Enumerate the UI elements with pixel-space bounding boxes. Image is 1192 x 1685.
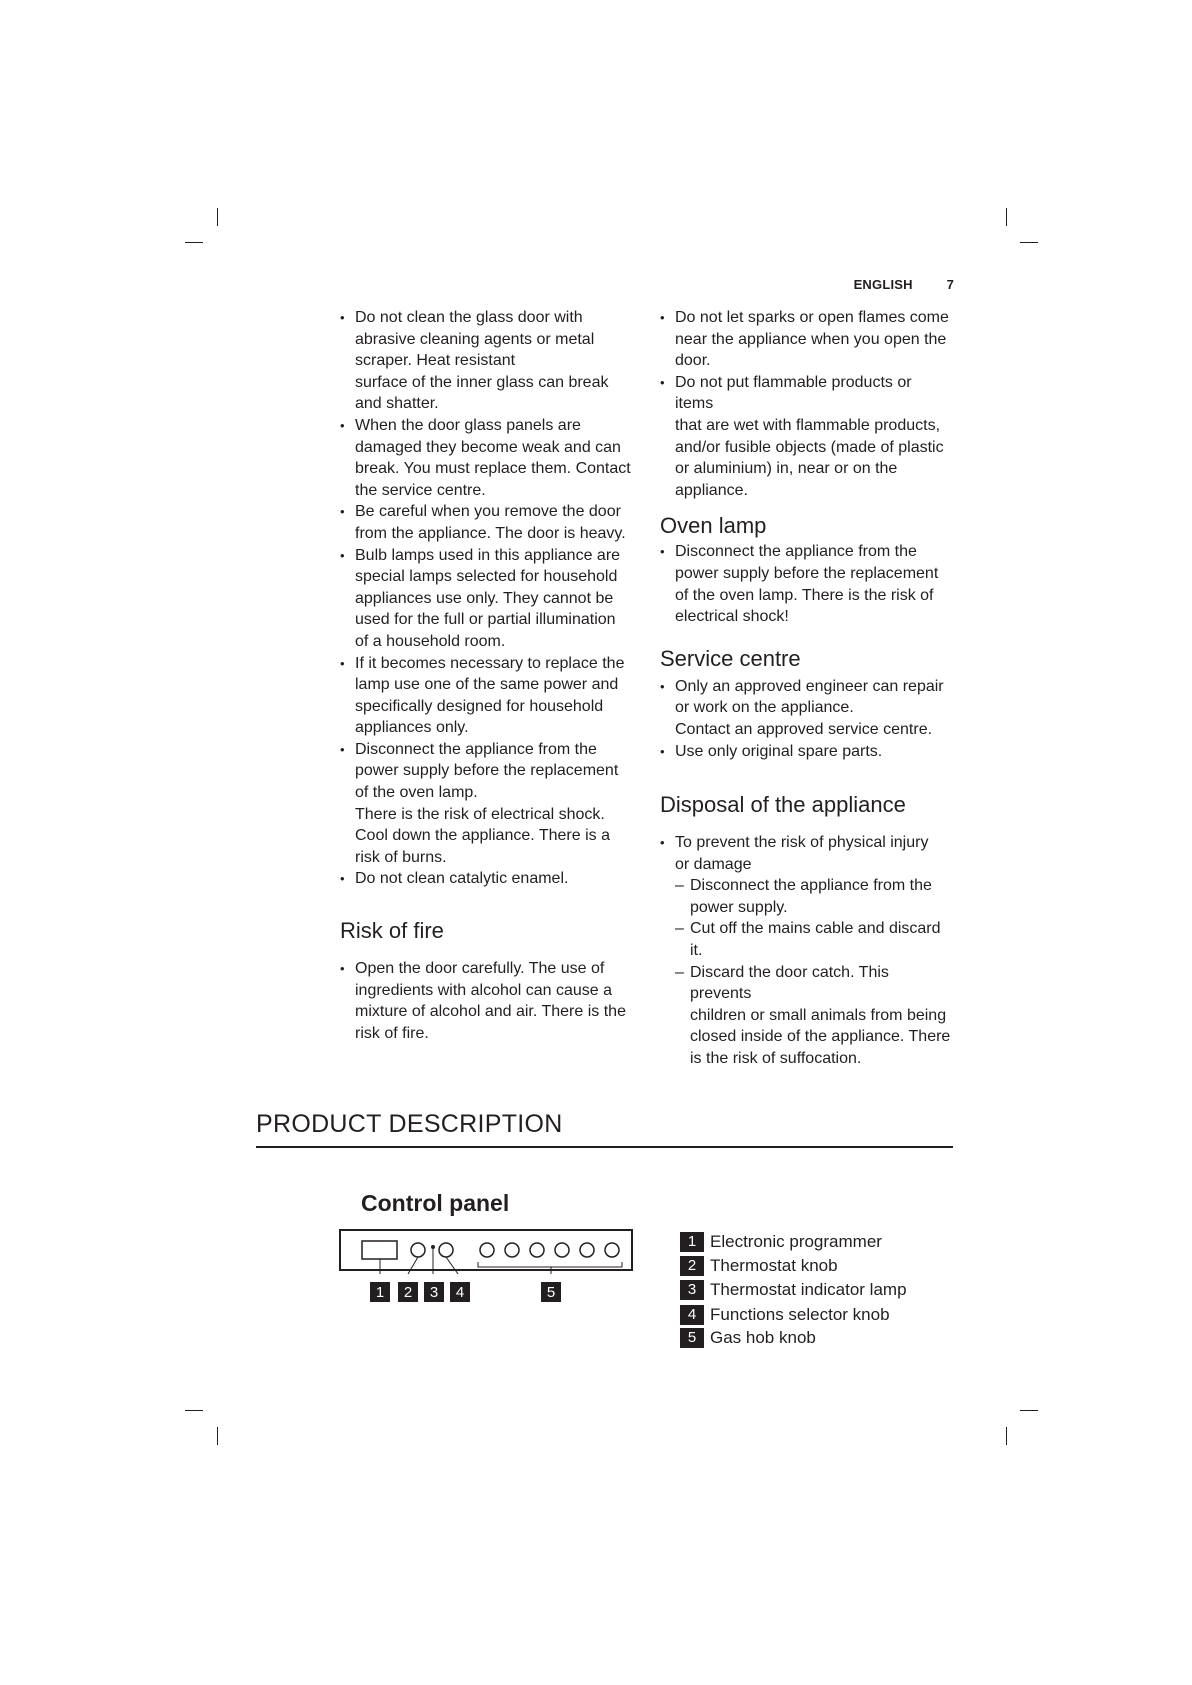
- right-column: [660, 307, 954, 1070]
- text-line: children or small animals from being: [690, 1006, 947, 1024]
- text-line: it.: [690, 942, 703, 960]
- legend-item: [680, 1256, 838, 1276]
- list-item: [340, 653, 632, 739]
- text-line: power supply before the replacement: [675, 564, 939, 582]
- oven-lamp-bullets: [660, 541, 954, 627]
- text-line: or work on the appliance.: [675, 699, 854, 717]
- risk-of-fire-bullets: [340, 958, 632, 1044]
- control-panel-title: Control panel: [361, 1190, 510, 1216]
- hob-knob-icon: [505, 1243, 519, 1257]
- legend-label: Gas hob knob: [710, 1328, 816, 1347]
- text-line: abrasive cleaning agents or metal: [355, 330, 595, 348]
- disposal-dash-list: [675, 875, 954, 1069]
- text-line: of the oven lamp. There is the risk of: [675, 586, 934, 604]
- hob-knob-icon: [480, 1243, 494, 1257]
- legend-number: 5: [680, 1328, 704, 1348]
- text-line: of a household room.: [355, 632, 506, 650]
- oven-lamp-heading: Oven lamp: [660, 513, 767, 539]
- page-header: [854, 277, 954, 292]
- list-item: [660, 832, 954, 1070]
- language-label: ENGLISH: [853, 277, 913, 292]
- list-item: [660, 307, 954, 372]
- text-line: power supply before the replacement: [355, 762, 619, 780]
- legend-number: 1: [680, 1232, 704, 1252]
- text-line: appliances use only. They cannot be: [355, 589, 614, 607]
- crop-mark: [217, 1427, 218, 1445]
- legend-number: 4: [680, 1305, 704, 1325]
- legend-item: [680, 1280, 907, 1300]
- safety-bullets: [340, 307, 632, 890]
- text-line: • Be careful when you remove the door: [355, 503, 621, 521]
- text-line: and/or fusible objects (made of plastic: [675, 438, 944, 456]
- text-line: Cool down the appliance. There is a: [355, 827, 610, 845]
- text-line: of the oven lamp.: [355, 784, 478, 802]
- legend-number: 2: [680, 1256, 704, 1276]
- callout-number: 4: [455, 1284, 465, 1301]
- text-line: • Use only original spare parts.: [675, 742, 883, 760]
- list-item: [340, 545, 632, 653]
- text-line: door.: [675, 352, 711, 370]
- selector-knob-icon: [439, 1243, 453, 1257]
- disposal-heading: Disposal of the appliance: [660, 792, 906, 818]
- page-number: 7: [946, 277, 954, 292]
- text-line: • Do not clean the glass door with: [355, 309, 583, 326]
- service-centre-bullets: [660, 676, 954, 762]
- legend-item: [680, 1232, 882, 1252]
- crop-mark: [217, 208, 218, 226]
- legend-label: Electronic programmer: [710, 1232, 882, 1251]
- crop-mark: [1006, 208, 1007, 226]
- list-item: [675, 875, 954, 918]
- legend-label: Thermostat indicator lamp: [710, 1280, 907, 1299]
- crop-mark: [1020, 242, 1038, 243]
- text-line: specifically designed for household: [355, 697, 604, 715]
- list-item: [660, 741, 954, 763]
- text-line: • Only an approved engineer can repair: [675, 677, 944, 695]
- list-item: [660, 676, 954, 741]
- text-line: that are wet with flammable products,: [675, 416, 941, 434]
- text-line: near the appliance when you open the: [675, 330, 947, 348]
- product-description-title: PRODUCT DESCRIPTION: [256, 1110, 563, 1138]
- disposal-bullets: [660, 832, 954, 1070]
- crop-mark: [1006, 1427, 1007, 1445]
- indicator-lamp-icon: [431, 1245, 435, 1249]
- list-item: [340, 415, 632, 501]
- text-line: the service centre.: [355, 481, 486, 499]
- text-line: mixture of alcohol and air. There is the: [355, 1003, 626, 1021]
- hob-knobs: [480, 1243, 619, 1257]
- text-line: scraper. Heat resistant: [355, 352, 516, 370]
- hob-knob-icon: [580, 1243, 594, 1257]
- text-line: – Disconnect the appliance from the: [690, 877, 932, 895]
- fire-safety-bullets: [660, 307, 954, 501]
- legend-item: [680, 1328, 816, 1348]
- text-line: used for the full or partial illumination: [355, 611, 616, 629]
- callout-number: 1: [375, 1284, 385, 1301]
- text-line: or aluminium) in, near or on the: [675, 460, 898, 478]
- hob-knob-icon: [605, 1243, 619, 1257]
- list-item: [340, 307, 632, 415]
- crop-mark: [1020, 1410, 1038, 1411]
- text-line: • To prevent the risk of physical injury: [675, 834, 929, 852]
- text-line: Contact an approved service centre.: [675, 720, 933, 738]
- text-line: break. You must replace them. Contact: [355, 460, 631, 478]
- legend-label: Functions selector knob: [710, 1305, 890, 1324]
- text-line: power supply.: [690, 898, 788, 916]
- list-item: [340, 958, 632, 1044]
- text-line: electrical shock!: [675, 608, 789, 626]
- disposal-intro: [675, 832, 954, 875]
- text-line: • Disconnect the appliance from the: [675, 543, 917, 561]
- text-line: appliances only.: [355, 719, 469, 737]
- text-line: ingredients with alcohol can cause a: [355, 981, 613, 999]
- text-line: surface of the inner glass can break: [355, 373, 609, 391]
- programmer-display-icon: [362, 1241, 397, 1259]
- text-line: • Bulb lamps used in this appliance are: [355, 546, 621, 564]
- callout-number: 5: [546, 1284, 556, 1301]
- list-item: [340, 868, 632, 890]
- text-line: special lamps selected for household: [355, 568, 618, 586]
- callout-numbers: [370, 1282, 561, 1302]
- callout-number: 2: [403, 1284, 413, 1301]
- text-line: • Do not put flammable products or items: [675, 373, 912, 413]
- crop-mark: [185, 1410, 203, 1411]
- text-line: – Cut off the mains cable and discard: [690, 920, 941, 938]
- text-line: • Open the door carefully. The use of: [355, 960, 605, 978]
- risk-of-fire-heading: Risk of fire: [340, 918, 444, 944]
- panel-outline: [340, 1230, 632, 1270]
- thermostat-knob-icon: [411, 1243, 425, 1257]
- list-item: [340, 501, 632, 544]
- callout-number: 3: [429, 1284, 439, 1301]
- text-line: damaged they become weak and can: [355, 438, 621, 456]
- text-line: • Disconnect the appliance from the: [355, 740, 597, 758]
- section-divider: [256, 1146, 953, 1148]
- list-item: [340, 739, 632, 869]
- text-line: is the risk of suffocation.: [690, 1050, 862, 1068]
- text-line: appliance.: [675, 481, 748, 499]
- legend-label: Thermostat knob: [710, 1256, 838, 1275]
- text-line: or damage: [675, 855, 752, 873]
- text-line: lamp use one of the same power and: [355, 676, 619, 694]
- text-line: from the appliance. The door is heavy.: [355, 524, 626, 542]
- text-line: • If it becomes necessary to replace the: [355, 654, 625, 672]
- text-line: • When the door glass panels are: [355, 416, 581, 434]
- text-line: risk of fire.: [355, 1024, 429, 1042]
- hob-knob-icon: [555, 1243, 569, 1257]
- list-item: [660, 372, 954, 502]
- text-line: – Discard the door catch. This prevents: [690, 963, 889, 1003]
- control-panel-diagram: [338, 1226, 638, 1306]
- text-line: and shatter.: [355, 395, 439, 413]
- text-line: risk of burns.: [355, 848, 447, 866]
- list-item: [660, 541, 954, 627]
- text-line: There is the risk of electrical shock.: [355, 805, 605, 823]
- list-item: [675, 962, 954, 1070]
- legend-number: 3: [680, 1280, 704, 1300]
- hob-knob-icon: [530, 1243, 544, 1257]
- list-item: [675, 918, 954, 961]
- text-line: • Do not let sparks or open flames come: [675, 309, 949, 326]
- left-column: [340, 307, 632, 1044]
- text-line: • Do not clean catalytic enamel.: [355, 870, 569, 888]
- legend-item: [680, 1305, 890, 1325]
- service-centre-heading: Service centre: [660, 645, 801, 671]
- text-line: closed inside of the appliance. There: [690, 1028, 951, 1046]
- crop-mark: [185, 242, 203, 243]
